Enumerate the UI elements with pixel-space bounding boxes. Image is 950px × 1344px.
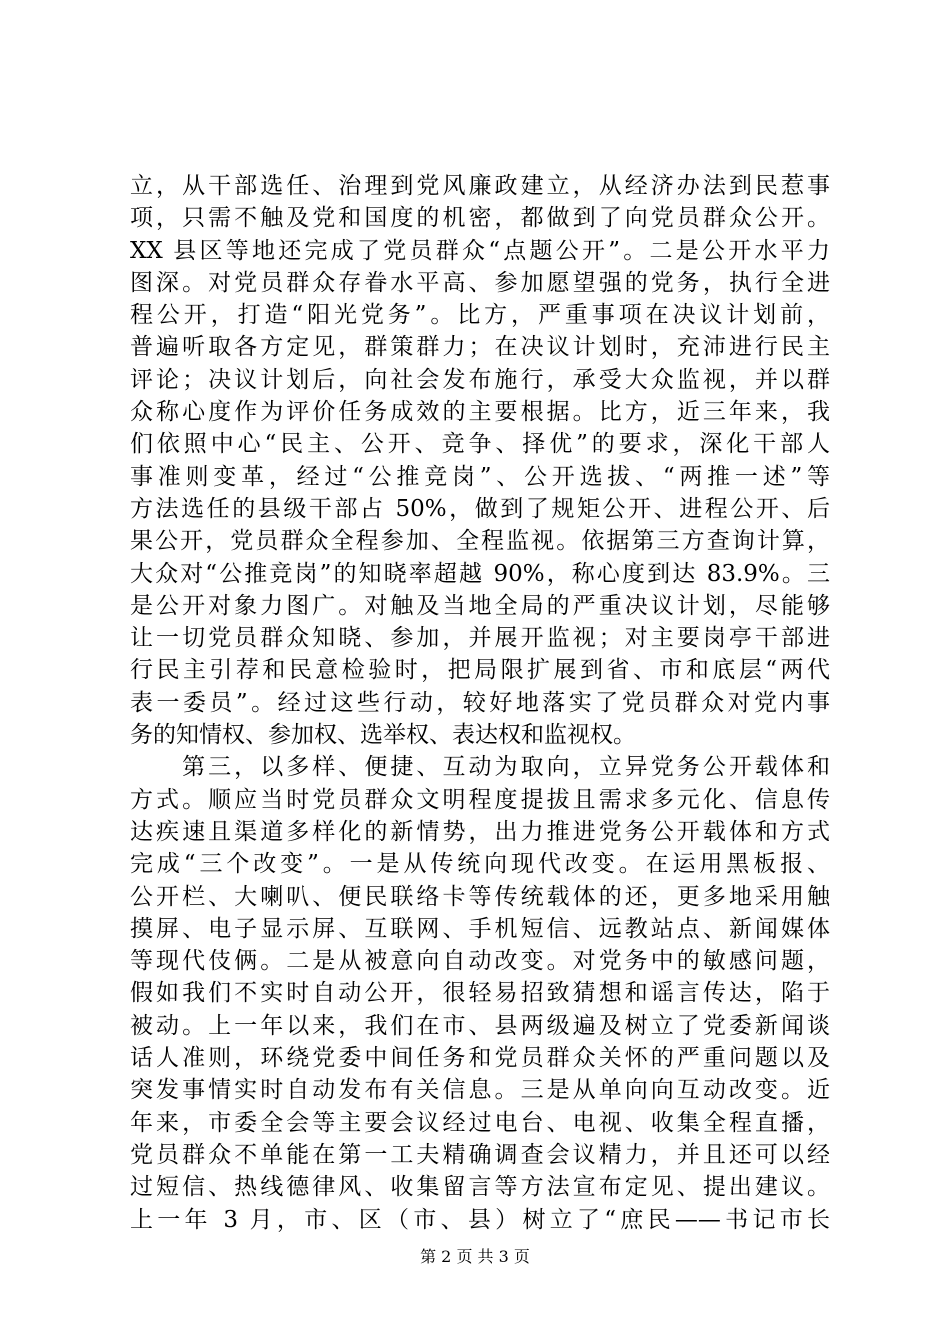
body-text <box>130 170 830 1236</box>
text-line: 上一年 3 月，市、区（市、县）树立了“庶民——书记市长 <box>130 1206 830 1233</box>
text-line: 众称心度作为评价任务成效的主要根据。比方，近三年来，我 <box>130 399 830 426</box>
text-line: 们依照中心“民主、公开、竞争、择优”的要求，深化干部人 <box>130 431 830 458</box>
text-line: 方法选任的县级干部占 50%，做到了规矩公开、进程公开、后 <box>130 495 830 522</box>
text-line: 党员群众不单能在第一工夫精确调查会议精力，并且还可以经 <box>130 1141 830 1168</box>
text-line: 年来，市委全会等主要会议经过电台、电视、收集全程直播， <box>130 1109 830 1136</box>
text-line: 项，只需不触及党和国度的机密，都做到了向党员群众公开。 <box>130 205 830 232</box>
text-line: 大众对“公推竞岗”的知晓率超越 90%，称心度到达 83.9%。三 <box>130 560 830 587</box>
text-line: 普遍听取各方定见，群策群力；在决议计划时，充沛进行民主 <box>130 334 830 361</box>
text-line: 方式。顺应当时党员群众文明程度提拔且需求多元化、信息传 <box>130 786 830 813</box>
text-line: 立，从干部选任、治理到党风廉政建立，从经济办法到民惹事 <box>130 173 830 199</box>
text-line: 摸屏、电子显示屏、互联网、手机短信、远教站点、新闻媒体 <box>130 915 830 942</box>
text-line: 评论；决议计划后，向社会发布施行，承受大众监视，并以群 <box>130 366 830 393</box>
text-line: 表一委员”。经过这些行动，较好地落实了党员群众对党内事 <box>130 689 830 716</box>
text-line: XX 县区等地还完成了党员群众“点题公开”。二是公开水平力 <box>130 237 830 264</box>
text-line: 第三，以多样、便捷、互动为取向，立异党务公开载体和 <box>130 754 830 781</box>
text-line: 是公开对象力图广。对触及当地全局的严重决议计划，尽能够 <box>130 592 830 619</box>
text-line: 务的知情权、参加权、选举权、表达权和监视权。 <box>130 722 636 749</box>
text-line: 过短信、热线德律风、收集留言等方法宣布定见、提出建议。 <box>130 1174 830 1201</box>
text-line: 图深。对党员群众存眷水平高、参加愿望强的党务，执行全进 <box>130 269 830 296</box>
text-line: 完成“三个改变”。一是从传统向现代改变。在运用黑板报、 <box>130 851 830 878</box>
text-line: 突发事情实时自动发布有关信息。三是从单向向互动改变。近 <box>130 1077 830 1104</box>
page-number-footer: 第 2 页 共 3 页 <box>420 1247 530 1266</box>
text-line: 假如我们不实时自动公开，很轻易招致猜想和谣言传达，陷于 <box>130 980 830 1007</box>
text-line: 事准则变革，经过“公推竞岗”、公开选拔、“两推一述”等 <box>130 463 830 490</box>
text-line: 行民主引荐和民意检验时，把局限扩展到省、市和底层“两代 <box>130 657 830 684</box>
text-line: 被动。上一年以来，我们在市、县两级遍及树立了党委新闻谈 <box>130 1012 830 1039</box>
text-line: 达疾速且渠道多样化的新情势，出力推进党务公开载体和方式 <box>130 818 830 845</box>
text-line: 果公开，党员群众全程参加、全程监视。依据第三方查询计算， <box>130 528 830 555</box>
text-line: 让一切党员群众知晓、参加，并展开监视；对主要岗亭干部进 <box>130 625 830 652</box>
text-line: 等现代伎俩。二是从被意向自动改变。对党务中的敏感问题， <box>130 948 830 975</box>
text-line: 程公开，打造“阳光党务”。比方，严重事项在决议计划前， <box>130 302 830 329</box>
text-line: 话人准则，环绕党委中间任务和党员群众关怀的严重问题以及 <box>130 1045 830 1072</box>
text-line: 公开栏、大喇叭、便民联络卡等传统载体的还，更多地采用触 <box>130 883 830 910</box>
